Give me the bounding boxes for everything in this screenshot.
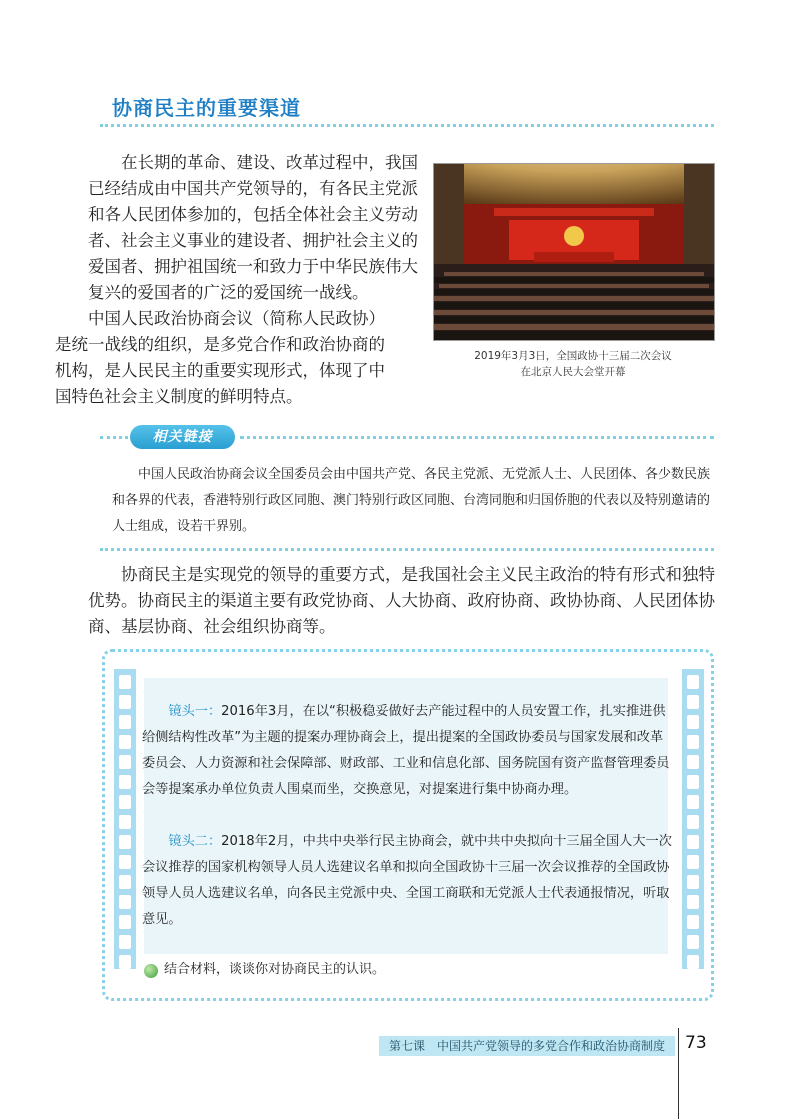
film-strip-left (114, 669, 136, 969)
scene-2-text: 2018年2月，中共中央举行民主协商会，就中共中央拟向十三届全国人大一次会议推荐的国家机构领导人员人选建议名单和拟向全国政协十三届一次会议推荐的全国政协领导人员人选建议名单，向各民主党派中央、全国工商联和无党派人士代表通报情况，听取意见。 (142, 834, 672, 927)
paragraph-2: 中国人民政治协商会议（简称人民政协）是统一战线的组织，是多党合作和政治协商的机构，是人民民主的重要实现形式，体现了中国特色社会主义制度的鲜明特点。 (55, 309, 385, 406)
scene-1-text: 2016年3月，在以“积极稳妥做好去产能过程中的人员安置工作，扎实推进供给侧结构性改革”为主题的提案办理协商会上，提出提案的全国政协委员与国家发展和改革委员会、人力资源和社会保障部、财政部、工业和信息化部、国务院国有资产监督管理委员会等提案承办单位负责人围桌而坐，交换意见，对提案进行集中协商办理。 (142, 704, 670, 797)
page-number: 73 (685, 1033, 707, 1053)
discussion-question: 结合材料，谈谈你对协商民主的认识。 (164, 962, 386, 977)
photo-caption-line-1: 2019年3月3日，全国政协十三届二次会议 (474, 350, 672, 362)
assembly-hall-illustration (434, 164, 714, 340)
title-divider (100, 124, 714, 127)
photo-caption (433, 348, 713, 380)
film-strip-right (682, 669, 704, 969)
body-paragraph-1 (55, 150, 430, 410)
chapter-footer: 第七课 中国共产党领导的多党合作和政治协商制度 (379, 1036, 675, 1056)
section-title: 协商民主的重要渠道 (112, 96, 301, 120)
scene-2-label: 镜头二： (168, 834, 222, 849)
link-divider-right (240, 436, 714, 439)
scene-2 (142, 829, 672, 933)
link-divider-left (100, 436, 128, 439)
footer-divider-line (678, 1028, 679, 1119)
photo-caption-line-2: 在北京人民大会堂开幕 (520, 366, 626, 378)
paragraph-1: 在长期的革命、建设、改革过程中，我国已经结成由中国共产党领导的，有各民主党派和各人民团体参加的，包括全体社会主义劳动者、社会主义事业的建设者、拥护社会主义的爱国者、拥护祖国统一和致力于中华民族伟大复兴的爱国者的广泛的爱国统一战线。 (88, 153, 418, 302)
related-link-badge: 相关链接 (130, 425, 235, 449)
scene-1 (142, 699, 672, 803)
question-bullet-icon (144, 964, 158, 978)
related-link-text: 中国人民政治协商会议全国委员会由中国共产党、各民主党派、无党派人士、人民团体、各少数民族和各界的代表，香港特别行政区同胞、澳门特别行政区同胞、台湾同胞和归国侨胞的代表以及特别邀请的人士组成，设若干界别。 (112, 467, 711, 534)
body-paragraph-3: 协商民主是实现党的领导的重要方式，是我国社会主义民主政治的特有形式和独特优势。协商民主的渠道主要有政党协商、人大协商、政府协商、政协协商、人民团体协商、基层协商、社会组织协商等。 (88, 565, 715, 636)
link-end-divider (100, 548, 714, 551)
scene-1-label: 镜头一： (168, 704, 222, 719)
conference-photo (433, 163, 715, 341)
